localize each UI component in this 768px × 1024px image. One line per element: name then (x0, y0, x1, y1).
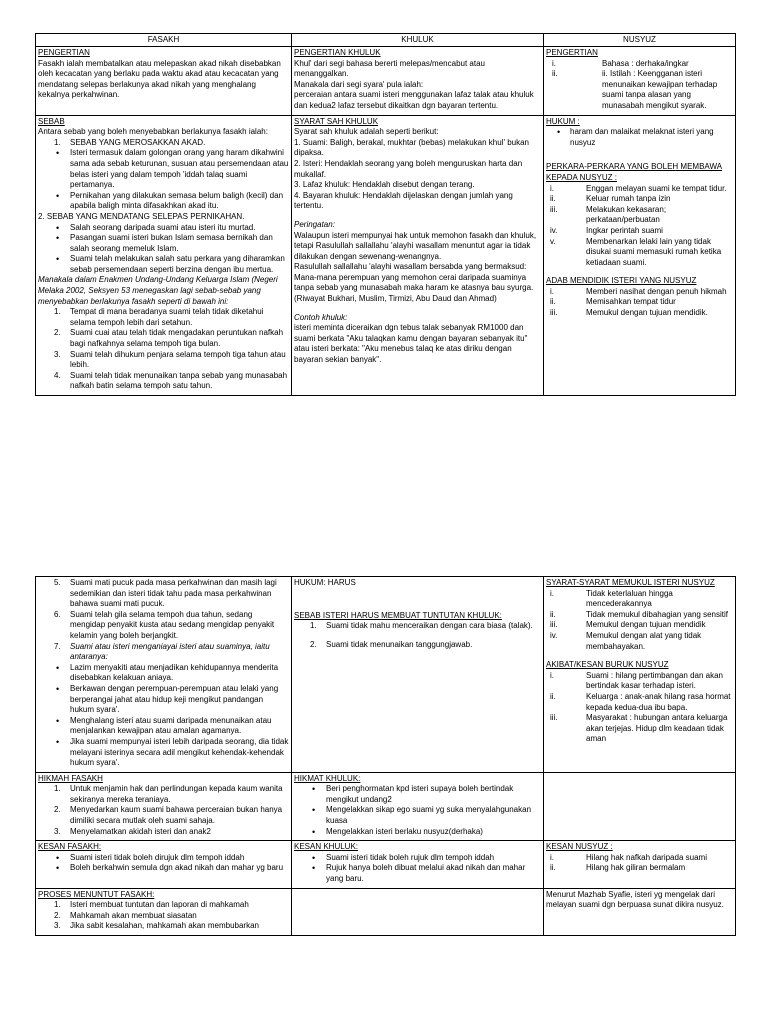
bullet-icon: • (56, 683, 60, 694)
list-text: Suami isteri tidak boleh dirujuk dlm tempoh iddah (70, 852, 245, 862)
numbered-list (38, 138, 289, 149)
cell-fasakh-continued (36, 577, 292, 773)
list-item (546, 692, 733, 713)
cell-khuluk-pengertian (292, 47, 544, 116)
notes-table-part1 (35, 33, 736, 396)
numbered-list (294, 640, 541, 651)
list-text: Menghalang isteri atau suami daripada menunaikan atau menjalankan kewajipan atau amalan agamanya. (70, 715, 272, 736)
list-item (294, 863, 541, 884)
section-title: KESAN NUSYUZ : (546, 842, 613, 852)
cell-nusyuz-hukum (544, 115, 736, 395)
paragraph: Antara sebab yang boleh menyebabkan berlakunya fasakh ialah: (38, 127, 268, 137)
list-item (294, 827, 541, 838)
section-title: ADAB MENDIDIK ISTERI YANG NUSYUZ (546, 276, 697, 286)
list-marker: ii. (550, 297, 556, 307)
list-marker: ii. (552, 69, 558, 79)
numbered-list (38, 784, 289, 837)
list-text: Boleh berkahwin semula dgn akad nikah dan mahar yg baru (70, 863, 284, 873)
row-pengertian (36, 47, 736, 116)
list-text: SEBAB YANG MEROSAKKAN AKAD. (70, 137, 206, 147)
list-marker: iii. (550, 620, 558, 630)
bullet-list (38, 853, 289, 874)
section-title: AKIBAT/KESAN BURUK NUSYUZ (546, 660, 669, 670)
line: 4. Bayaran khuluk: Hendaklah dijelaskan dengan jumlah yang tertentu. (294, 190, 513, 211)
list-text: Keluarga : anak-anak hilang rasa hormat kepada kedua-dua ibu bapa. (586, 691, 731, 712)
cell-nusyuz-syarat-akibat (544, 577, 736, 773)
section-title: PENGERTIAN (38, 48, 90, 57)
section-title: KESAN KHULUK: (294, 842, 359, 852)
list-item (38, 863, 289, 874)
list-item (546, 226, 733, 237)
section-title: KESAN FASAKH: (38, 842, 102, 852)
subheading-contoh: Contoh khuluk: (294, 312, 348, 322)
line: 2. Isteri: Hendaklah seorang yang boleh menguruskan harta dan mukallaf. (294, 158, 523, 179)
header-row (36, 34, 736, 47)
cell-fasakh-pengertian (36, 47, 292, 116)
section-title: PERKARA-PERKARA YANG BOLEH MEMBAWA KEPADA NUSYUZ : (546, 162, 723, 182)
row-proses (36, 888, 736, 935)
bullet-icon: • (56, 852, 60, 863)
list-marker: 3. (54, 826, 61, 836)
bullet-icon: • (312, 852, 316, 863)
subheading: 2. SEBAB YANG MENDATANG SELEPAS PERNIKAHAN. (38, 211, 245, 221)
paragraph: Khul' dari segi bahasa bererti melepas/mencabut atau menanggalkan. (294, 58, 485, 79)
paragraph: Menurut Mazhab Syafie, isteri yg mengelak dari melayan suami dgn berpuasa sunat dikira nusyuz. (546, 889, 724, 910)
list-item (38, 784, 289, 805)
paragraph: Manakala dari segi syara' pula ialah: (294, 79, 424, 89)
row-continued (36, 577, 736, 773)
list-text: Memisahkan tempat tidur (586, 297, 676, 307)
list-marker: ii. (550, 194, 556, 204)
list-marker: 1. (310, 621, 317, 631)
list-text: Bahasa : derhaka/ingkar (602, 58, 689, 68)
list-item (38, 610, 289, 642)
list-item (38, 853, 289, 864)
list-marker: 7. (54, 641, 61, 651)
bullet-list (38, 223, 289, 276)
list-item (546, 69, 733, 111)
bullet-icon: • (312, 863, 316, 874)
section-title: HUKUM : (546, 116, 580, 126)
list-item (546, 59, 733, 70)
list-text: Isteri membuat tuntutan dan laporan di mahkamah (70, 900, 249, 910)
list-marker: 2. (54, 910, 61, 920)
list-marker: iii. (550, 713, 558, 723)
list-marker: 1. (54, 784, 61, 794)
bullet-icon: • (56, 233, 60, 244)
list-text: Beri penghormatan kpd isteri supaya boleh bertindak mengikut undang2 (326, 784, 514, 804)
list-item (546, 620, 733, 631)
list-item (38, 663, 289, 684)
list-text: Suami : hilang pertimbangan dan akan bertindak kasar terhadap isteri. (586, 670, 723, 691)
list-text: Suami telah dihukum penjara selama tempoh tiga tahun atau lebih. (70, 349, 286, 370)
numbered-list (38, 578, 289, 663)
bullet-icon: • (557, 127, 561, 138)
list-item (38, 350, 289, 371)
list-text: Membenarkan lelaki lain yang tidak disukai suami memasuki rumah ketika ketiadaan suami. (586, 236, 722, 267)
list-text: Mahkamah akan membuat siasatan (70, 910, 197, 920)
bullet-list (294, 784, 541, 837)
cell-khuluk-hikmah (292, 772, 544, 841)
list-text: Suami tidak menunaikan tanggungjawab. (326, 639, 473, 649)
list-marker: i. (550, 183, 554, 193)
bullet-icon: • (56, 148, 60, 159)
bullet-list (546, 127, 733, 148)
list-item (546, 287, 733, 298)
list-text: ii. Istilah : Keengganan isteri menunaikan kewajipan terhadap suami tanpa alasan yang munasabah mengikut syarak. (602, 69, 718, 110)
header-fasakh: FASAKH (36, 34, 292, 47)
cell-fasakh-sebab (36, 115, 292, 395)
list-item (38, 827, 289, 838)
list-item (294, 621, 541, 632)
list-item (38, 921, 289, 932)
cell-nusyuz-kesan (544, 841, 736, 888)
bullet-icon: • (312, 805, 316, 816)
bullet-icon: • (56, 254, 60, 265)
list-marker: i. (550, 670, 554, 680)
list-text: Suami mati pucuk pada masa perkahwinan dan masih lagi sedemikian dan isteri tidak tahu pada masa perkahwinan bahawa suami mati pucuk. (70, 578, 277, 609)
line: isteri meminta diceraikan dgn tebus talak sebanyak RM1000 dan suami berkata "Aku talaqkan kamu dengan bayaran sebanyak itu" (294, 323, 528, 343)
section-title: SYARAT SAH KHULUK (294, 116, 379, 126)
list-text: Suami cuai atau telah tidak mengadakan peruntukan nafkah bagi nafkahnya selama tempoh tiga bulan. (70, 328, 284, 349)
list-text: Hilang hak nafkah daripada suami (586, 852, 707, 862)
bullet-list (38, 663, 289, 769)
list-item (38, 191, 289, 212)
list-item (546, 297, 733, 308)
bullet-icon: • (56, 662, 60, 673)
cell-fasakh-kesan (36, 841, 292, 888)
list-item (38, 900, 289, 911)
list-item (294, 784, 541, 805)
list-item (546, 237, 733, 269)
list-item (546, 863, 733, 874)
list-item (38, 223, 289, 234)
list-marker: ii. (550, 863, 556, 873)
list-marker: 1. (54, 900, 61, 910)
roman-list (546, 287, 733, 319)
list-item (38, 911, 289, 922)
list-item (38, 307, 289, 328)
list-text: Masyarakat : hubungan antara keluarga akan terjejas. Hidup dlm keadaan tidak aman (586, 713, 728, 744)
list-item (38, 138, 289, 149)
section-title: PENGERTIAN KHULUK (294, 48, 381, 57)
numbered-list (38, 307, 289, 392)
list-text: Pernikahan yang dilakukan semasa belum baligh (kecil) dan apabila baligh minta difasakhkan akad itu. (70, 190, 284, 211)
list-marker: 3. (54, 349, 61, 359)
list-item (546, 127, 733, 148)
roman-list (546, 184, 733, 269)
list-text: Suami isteri tidak boleh rujuk dlm tempoh iddah (326, 852, 495, 862)
list-marker: iv. (550, 225, 558, 235)
list-text: Keluar rumah tanpa izin (586, 194, 671, 204)
notes-table-part2 (35, 576, 736, 936)
list-marker: iii. (550, 308, 558, 318)
list-text: Melakukan kekasaran; perkataan/perbuatan (586, 204, 667, 225)
list-item (38, 737, 289, 769)
list-marker: i. (550, 588, 554, 598)
list-text: Rujuk hanya boleh dibuat melalui akad nikah dan mahar yang baru. (326, 863, 526, 884)
list-marker: 5. (54, 578, 61, 587)
paragraph: perceraian antara suami isteri menggunakan lafaz talak atau khuluk dan kedua2 lafaz tersebut dikaitkan dgn bayaran tertentu. (294, 90, 534, 110)
list-marker: 3. (54, 921, 61, 931)
bullet-icon: • (56, 863, 60, 874)
list-item (38, 233, 289, 254)
list-item (546, 610, 733, 621)
section-title: SYARAT-SYARAT MEMUKUL ISTERI NUSYUZ (546, 578, 715, 587)
roman-list (546, 853, 733, 874)
list-text: Lazim menyakiti atau menjadikan kehidupannya menderita disebabkan kelakuan aniaya. (70, 662, 279, 683)
list-marker: 1. (54, 307, 61, 317)
list-marker: 6. (54, 609, 61, 619)
list-text: Suami tidak mahu menceraikan dengan cara biasa (talak). (326, 621, 533, 631)
cell-nusyuz-mazhab (544, 888, 736, 935)
cell-fasakh-hikmah (36, 772, 292, 841)
list-text: Jika suami mempunyai isteri lebih daripada seorang, dia tidak melayani isterinya secara adil mengikut kehendak-kehendak hukum syara'. (70, 736, 289, 768)
list-marker: 2. (54, 328, 61, 338)
row-sebab (36, 115, 736, 395)
list-text: Salah seorang daripada suami atau isteri itu murtad. (70, 222, 256, 232)
list-text: Mengelakkan isteri berlaku nusyuz(derhaka) (326, 826, 483, 836)
list-text: Tidak keterlaluan hingga mencederakannya (586, 588, 673, 609)
list-text: Berkawan dengan perempuan-perempuan atau lelaki yang berperangai jahat atau hidup keji mengikut pandangan hukum syara'. (70, 683, 279, 715)
list-item (38, 578, 289, 610)
list-item (38, 805, 289, 826)
cell-nusyuz-pengertian (544, 47, 736, 116)
list-text: Pasangan suami isteri bukan Islam semasa bernikah dan salah seorang memeluk Islam. (70, 233, 273, 253)
line: atau isteri berkata: "Aku menebus talaq ke atas diriku dengan bayaran sekian banyak". (294, 344, 512, 365)
list-marker: iv. (550, 630, 558, 640)
numbered-list (294, 621, 541, 632)
row-kesan (36, 841, 736, 888)
cell-khuluk-hukum-sebab (292, 577, 544, 773)
list-marker: ii. (550, 609, 556, 619)
section-title: SEBAB (38, 116, 65, 126)
list-item (38, 684, 289, 716)
list-text: Memukul dengan alat yang tidak membahayakan. (586, 630, 702, 651)
list-text: Enggan melayan suami ke tempat tidur. (586, 183, 727, 193)
line: 3. Lafaz khuluk: Hendaklah disebut dengan terang. (294, 180, 475, 190)
section-title: HIKMAH FASAKH (38, 773, 103, 783)
list-text: Jika sabit kesalahan, mahkamah akan membubarkan (70, 921, 259, 931)
list-marker: i. (552, 58, 556, 68)
list-marker: 2. (54, 805, 61, 815)
bullet-icon: • (56, 222, 60, 233)
list-marker: i. (550, 852, 554, 862)
bullet-icon: • (312, 826, 316, 837)
list-text: Memberi nasihat dengan penuh hikmah (586, 286, 727, 296)
list-item (38, 254, 289, 275)
list-text: Suami telah gila selama tempoh dua tahun, sedang mengidap penyakit kusta atau sedang mengidap penyakit kelamin yang boleh berjangkit. (70, 609, 275, 640)
numbered-list (38, 900, 289, 932)
list-item (38, 371, 289, 392)
list-text: haram dan malaikat melaknat isteri yang nusyuz (570, 127, 714, 147)
list-item (546, 631, 733, 652)
list-text: Mengelakkan sikap ego suami yg suka menyalahgunakan kuasa (326, 805, 532, 826)
section-title: HIKMAT KHULUK: (294, 773, 361, 783)
list-marker: iii. (550, 204, 558, 214)
list-marker: ii. (550, 691, 556, 701)
list-text: Memukul dengan tujuan mendidik. (586, 308, 708, 318)
list-item (546, 184, 733, 195)
cell-khuluk-syarat (292, 115, 544, 395)
line: Syarat sah khuluk adalah seperti berikut: (294, 127, 439, 137)
list-item (38, 716, 289, 737)
list-item (38, 642, 289, 663)
list-marker: 4. (54, 370, 61, 380)
list-text: Memukul dengan tujuan mendidik (586, 620, 706, 630)
line: Mana-mana perempuan yang memohon cerai daripada suaminya tanpa sebab yang munasabah maka haram ke atasnya bau syurga. (294, 272, 534, 293)
list-text: Tempat di mana beradanya suami telah tidak diketahui selama tempoh lebih dari setahun. (70, 307, 264, 327)
list-text: Suami telah melakukan salah satu perkara yang diharamkan sebab persemendaan seperti berzina dengan ibu mertua. (70, 254, 285, 274)
list-marker: 2. (310, 639, 317, 649)
header-khuluk: KHULUK (292, 34, 544, 47)
paragraph: Fasakh ialah membatalkan atau melepaskan akad nikah disebabkan oleh kecacatan yang berlaku pada waktu akad atau kecacatan yang mendatang selepas berlakunya akad nikah yang menghalang kekalnya perkahwinan. (38, 58, 281, 100)
bullet-list (294, 853, 541, 885)
list-item (546, 671, 733, 692)
list-marker: 1. (54, 137, 61, 147)
roman-list (546, 589, 733, 653)
cell-khuluk-kesan (292, 841, 544, 888)
cell-empty (544, 772, 736, 841)
list-item (38, 328, 289, 349)
list-item (546, 205, 733, 226)
header-nusyuz: NUSYUZ (544, 34, 736, 47)
line: Rasulullah sallallahu 'alayhi wasallam bersabda yang bermaksud: (294, 262, 527, 272)
bullet-icon: • (56, 190, 60, 201)
roman-list (546, 671, 733, 745)
bullet-icon: • (312, 784, 316, 795)
list-item (38, 148, 289, 190)
list-text: Untuk menjamin hak dan perlindungan kepada kaum wanita sekiranya mereka teraniaya. (70, 784, 283, 804)
list-item (546, 308, 733, 319)
list-text: Menyelamatkan akidah isteri dan anak2 (70, 826, 211, 836)
section-title: HUKUM: HARUS (294, 578, 356, 587)
line: (Riwayat Bukhari, Muslim, Tirmizi, Abu Daud dan Ahmad) (294, 294, 497, 304)
list-text: Suami telah tidak menunaikan tanpa sebab yang munasabah nafkah batin selama tempoh satu tahun. (70, 370, 288, 391)
bullet-icon: • (56, 736, 60, 747)
list-item (546, 589, 733, 610)
list-item (546, 853, 733, 864)
cell-empty (292, 888, 544, 935)
section-title: PENGERTIAN (546, 48, 598, 57)
roman-list (546, 59, 733, 112)
list-text: Ingkar perintah suami (586, 225, 663, 235)
list-item (294, 640, 541, 651)
list-text: Menyedarkan kaum suami bahawa perceraian bukan hanya dimiliki secara mutlak oleh suami sahaja. (70, 805, 283, 826)
section-title: SEBAB ISTERI HARUS MEMBUAT TUNTUTAN KHULUK: (294, 610, 502, 620)
list-marker: v. (550, 236, 556, 246)
line: 1. Suami: Baligh, berakal, mukhtar (bebas) melakukan khul' bukan dipaksa. (294, 137, 529, 158)
bullet-list (38, 148, 289, 212)
line: Walaupun isteri mempunyai hak untuk memohon fasakh dan khuluk, tetapi Rasulullah sallallahu 'alayhi wasallam menuntut agar ia tidak dilakukan dengan sewenang-wenangnya. (294, 230, 537, 261)
list-item (546, 194, 733, 205)
bullet-icon: • (56, 715, 60, 726)
list-marker: i. (550, 286, 554, 296)
list-text: Suami atau isteri menganiayai isteri atau suaminya, iaitu antaranya: (70, 641, 270, 662)
list-item (294, 805, 541, 826)
italic-paragraph: Manakala dalam Enakmen Undang-Undang Keluarga Islam (Negeri Melaka 2002, Seksyen 53 menegaskan lagi sebab-sebab yang menyebabkan berlakunya fasakh seperti di bawah ini: (38, 275, 278, 306)
list-text: Hilang hak giliran bermalam (586, 863, 686, 873)
list-text: Isteri termasuk dalam golongan orang yang haram dikahwini sama ada sebab keturunan, susuan atau persemendaan atau belas isteri yang dalam tempoh 'iddah talaq suami pertamanya. (70, 148, 289, 190)
cell-fasakh-proses (36, 888, 292, 935)
list-item (294, 853, 541, 864)
list-item (546, 713, 733, 745)
subheading-peringatan: Peringatan: (294, 219, 335, 229)
section-title: PROSES MENUNTUT FASAKH: (38, 889, 155, 899)
list-text: Tidak memukul dibahagian yang sensitif (586, 609, 729, 619)
row-hikmah (36, 772, 736, 841)
